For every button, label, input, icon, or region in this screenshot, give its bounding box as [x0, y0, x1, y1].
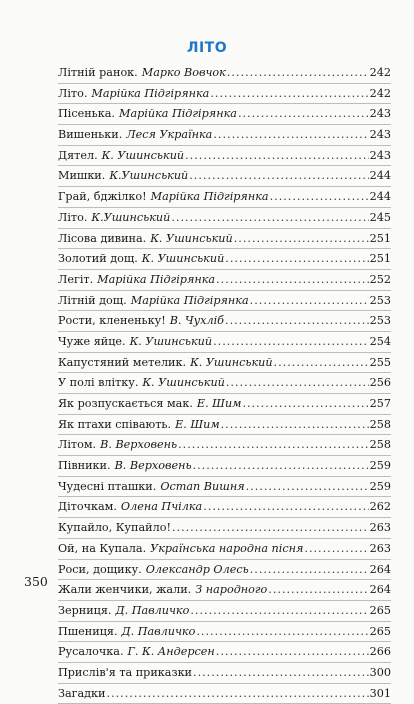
entry-author: К. Ушинський — [129, 334, 213, 348]
entry-author: К. Ушинський — [150, 231, 233, 245]
entry-title: Як розпускається мак. — [58, 397, 193, 410]
entry-title: Діточкам. — [58, 500, 117, 514]
toc-entry — [58, 456, 391, 477]
entry-title: Чуже яйце. — [58, 334, 126, 348]
dot-leader — [203, 497, 368, 517]
entry-page-number: 251 — [369, 252, 391, 266]
toc-entry — [58, 166, 391, 187]
entry-title: Літо. — [58, 86, 88, 100]
entry-title: Літній дощ. — [58, 293, 127, 307]
entry-title: Чудесні пташки. — [58, 479, 157, 493]
dot-leader — [172, 518, 369, 538]
entry-title: Дятел. — [58, 148, 98, 162]
entry-author: Марійка Підгірянка — [97, 272, 216, 286]
entry-page-number: 255 — [369, 355, 391, 369]
entry-author: Марко Вовчок — [141, 66, 226, 79]
dot-leader — [234, 229, 369, 249]
dot-leader — [226, 373, 369, 393]
entry-page-number: 252 — [369, 272, 391, 286]
entry-title: Загадки — [58, 686, 106, 700]
entry-author: Марійка Підгірянка — [119, 107, 237, 121]
entry-author: Д. Павличко — [115, 603, 190, 617]
toc-entry — [58, 84, 391, 105]
entry-author: К. Ушинський — [101, 148, 185, 162]
entry-author: В. Чухліб — [169, 314, 225, 328]
entry-title: Ой, на Купала. — [58, 541, 147, 555]
toc-entry — [58, 187, 391, 208]
entry-page-number: 243 — [369, 148, 391, 162]
entry-page-number: 251 — [369, 231, 391, 245]
entry-author: Г. К. Андерсен — [127, 645, 215, 659]
entry-title: Літній ранок. — [58, 66, 138, 79]
entry-page-number: 244 — [369, 169, 391, 183]
dot-leader — [216, 642, 369, 662]
entry-page-number: 262 — [369, 500, 391, 514]
entry-title: Півники. — [58, 459, 111, 473]
entry-author: Марійка Підгірянка — [150, 190, 269, 204]
toc-entry — [58, 642, 391, 663]
dot-leader — [216, 270, 369, 290]
dot-leader — [246, 477, 369, 497]
entry-title: Жали женчики, жали. — [58, 583, 192, 597]
entry-title: Літо. — [58, 210, 88, 224]
entry-title: Пшениця. — [58, 624, 118, 638]
dot-leader — [225, 311, 369, 331]
dot-leader — [185, 146, 369, 166]
entry-title: Легіт. — [58, 272, 94, 286]
entry-page-number: 244 — [369, 190, 391, 204]
toc-entry — [58, 497, 391, 518]
entry-author: Олександр Олесь — [145, 562, 249, 576]
dot-leader — [193, 456, 369, 476]
entry-author: К.Ушинський — [109, 169, 189, 183]
dot-leader — [196, 622, 368, 642]
dot-leader — [189, 166, 368, 186]
dot-leader — [190, 601, 368, 621]
entry-title: Зерниця. — [58, 603, 112, 617]
toc-entry — [58, 601, 391, 622]
entry-page-number: 263 — [369, 521, 391, 535]
entry-page-number: 243 — [369, 107, 391, 121]
entry-title: Золотий дощ. — [58, 252, 138, 266]
toc-entry — [58, 539, 391, 560]
toc-entry — [58, 332, 391, 353]
dot-leader — [268, 580, 368, 600]
entry-title: Пісенька. — [58, 107, 115, 121]
toc-entry — [58, 249, 391, 270]
entry-author: В. Верховень — [100, 438, 178, 452]
dot-leader — [210, 84, 368, 104]
entry-author: З народного — [195, 583, 268, 597]
dot-leader — [213, 125, 368, 145]
toc-entry — [58, 435, 391, 456]
dot-leader — [225, 249, 368, 269]
entry-page-number: 258 — [369, 438, 391, 452]
dot-leader — [304, 539, 368, 559]
dot-leader — [250, 560, 369, 580]
entry-title: Як птахи співають. — [58, 417, 172, 431]
entry-page-number: 242 — [369, 86, 391, 100]
entry-title: Прислів'я та приказки — [58, 665, 193, 679]
dot-leader — [178, 435, 369, 455]
entry-page-number: 264 — [369, 583, 391, 597]
entry-page-number: 254 — [369, 334, 391, 348]
entry-page-number: 265 — [369, 624, 391, 638]
entry-author: Леся Українка — [126, 128, 213, 142]
entry-author: Українська народна пісня — [150, 541, 304, 555]
dot-leader — [221, 415, 369, 435]
entry-author: Д. Павличко — [121, 624, 196, 638]
entry-page-number: 253 — [369, 314, 391, 328]
entry-title: Мишки. — [58, 169, 106, 183]
entry-author: Марійка Підгірянка — [130, 293, 249, 307]
entry-page-number: 245 — [369, 210, 391, 224]
entry-title: Роси, дощику. — [58, 562, 142, 576]
entry-page-number: 259 — [369, 459, 391, 473]
toc-entry — [58, 125, 391, 146]
entry-author: Е. Шим — [175, 417, 220, 431]
dot-leader — [270, 187, 369, 207]
entry-page-number: 258 — [369, 417, 391, 431]
dot-leader — [242, 394, 368, 414]
toc-entry — [58, 63, 391, 84]
entry-page-number: 257 — [369, 397, 391, 410]
dot-leader — [193, 663, 369, 683]
entry-author: В. Верховень — [114, 459, 192, 473]
toc-entry — [58, 353, 391, 374]
toc-entry — [58, 373, 391, 394]
entry-author: Е. Шим — [196, 397, 242, 410]
dot-leader — [274, 353, 369, 373]
page-number: 350 — [24, 574, 48, 589]
entry-title: Купайло, Купайло! — [58, 521, 171, 535]
entry-title: Літом. — [58, 438, 97, 452]
toc-entry — [58, 663, 391, 684]
entry-page-number: 301 — [369, 686, 391, 700]
toc-entry — [58, 684, 391, 704]
entry-page-number: 263 — [369, 541, 391, 555]
entry-title: Русалочка. — [58, 645, 124, 659]
entry-page-number: 253 — [369, 293, 391, 307]
section-title: ЛІТО — [186, 40, 228, 56]
dot-leader — [213, 332, 369, 352]
toc-entry — [58, 208, 391, 229]
table-of-contents — [58, 63, 391, 704]
dot-leader — [238, 104, 369, 124]
toc-entry — [58, 560, 391, 581]
dot-leader — [227, 63, 369, 83]
entry-page-number: 242 — [369, 66, 391, 79]
entry-author: Олена Пчілка — [120, 500, 203, 514]
entry-page-number: 264 — [369, 562, 391, 576]
entry-author: К.Ушинський — [91, 210, 171, 224]
entry-page-number: 256 — [369, 376, 391, 390]
entry-page-number: 265 — [369, 603, 391, 617]
toc-entry — [58, 291, 391, 312]
toc-entry — [58, 394, 391, 415]
entry-author: Остап Вишня — [160, 479, 245, 493]
entry-author: К. Ушинський — [190, 355, 273, 369]
entry-title: Грай, бджілко! — [58, 190, 147, 204]
dot-leader — [171, 208, 368, 228]
entry-title: Рости, клененьку! — [58, 314, 166, 328]
toc-entry — [58, 580, 391, 601]
entry-page-number: 259 — [369, 479, 391, 493]
dot-leader — [250, 291, 369, 311]
entry-author: К. Ушинський — [141, 252, 225, 266]
toc-entry — [58, 477, 391, 498]
entry-title: У полі влітку. — [58, 376, 139, 390]
entry-title: Вишеньки. — [58, 128, 123, 142]
toc-entry — [58, 104, 391, 125]
entry-author: К. Ушинський — [142, 376, 225, 390]
entry-page-number: 266 — [369, 645, 391, 659]
toc-entry — [58, 270, 391, 291]
toc-entry — [58, 518, 391, 539]
entry-title: Лісова дивина. — [58, 231, 147, 245]
toc-entry — [58, 622, 391, 643]
entry-page-number: 243 — [369, 128, 391, 142]
entry-author: Марійка Підгірянка — [91, 86, 210, 100]
toc-entry — [58, 415, 391, 436]
dot-leader — [107, 684, 369, 704]
entry-title: Капустяний метелик. — [58, 355, 187, 369]
entry-page-number: 300 — [369, 665, 391, 679]
toc-entry — [58, 146, 391, 167]
toc-entry — [58, 311, 391, 332]
toc-entry — [58, 229, 391, 250]
